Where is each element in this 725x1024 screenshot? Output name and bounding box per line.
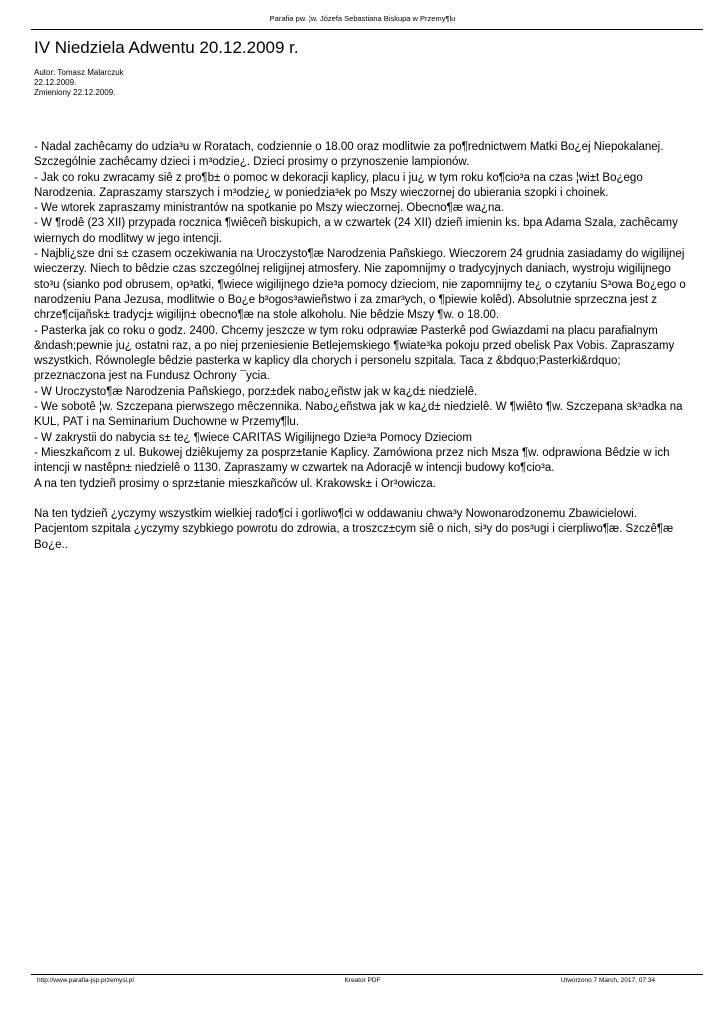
announcement-decoration: - Jak co roku zwracamy siê z pro¶b± o pomoc w dekoracji kaplicy, placu i ju¿ w tym roku ko¶cio³a na czas ¦wi±t Bo¿ego Narodzenia. Zapraszamy starszych i m³odzie¿ w poniedzia³ek po Mszy wieczornej do ubierania szopki i choinek.	[34, 171, 643, 199]
announcement-rorate: - Nadal zachêcamy do udzia³u w Roratach, codziennie o 18.00 oraz modlitwie za po¶rednictwem Matki Bo¿ej Niepokalanej. Szczególnie zachêcamy dzieci i m³odzie¿. Dzieci prosimy o przynoszenie lampionów.	[34, 141, 664, 169]
closing-wishes: Na ten tydzieñ ¿yczymy wszystkim wielkiej rado¶ci i gorliwo¶ci w oddawaniu chwa³y Nowonarodzonemu Zbawicielowi. Pacjentom szpitala ¿yczymy szybkiego powrotu do zdrowia, a troszcz±cym siê o nich, si³y do pos³ugi i cierpliwo¶æ. Szczê¶æ Bo¿e..	[34, 508, 674, 551]
announcement-ministrants: - We wtorek zapraszamy ministrantów na spotkanie po Mszy wieczornej. Obecno¶æ wa¿na.	[34, 202, 504, 215]
header-divider	[31, 29, 703, 30]
created-date: 22.12.2009.	[34, 78, 77, 87]
announcement-bukowa: - Mieszkañcom z ul. Bukowej dziêkujemy za posprz±tanie Kaplicy. Zamówiona przez nich Msza ¶w. odprawiona Bêdzie w ich intencji w nastêpn± niedzielê o 1130. Zapraszamy w czwartek na Adoracjê w intencji budowy ko¶cio³a.	[34, 446, 670, 475]
site-header: Parafia pw. ¦w. Józefa Sebastiana Biskupa w Przemy¶lu	[269, 14, 456, 23]
announcement-pasterka: - Pasterka jak co roku o godz. 2400. Chcemy jeszcze w tym roku odprawiæ Pasterkê pod Gwiazdami na placu parafialnym &ndash;pewnie ju¿ ostatni raz, a po niej przeniesienie Betlejemskiego ¶wiate³ka pokoju przed obelisk Pax Vobis. Zapraszamy wszystkich. Równolegle bêdzie pasterka w kaplicy dla chorych i personelu szpitala. Taca z &bdquo;Pasterki&rdquo; przeznaczona jest na Fundusz Ochrony ¯ycia.	[34, 324, 675, 383]
announcement-candles: - W zakrystii do nabycia s± te¿ ¶wiece CARITAS Wigilijnego Dzie³a Pomocy Dzieciom	[34, 431, 472, 444]
modified-date: Zmieniony 22.12.2009.	[34, 88, 116, 97]
author-line: Autor: Tomasz Malarczuk	[34, 68, 124, 77]
announcement-nativity: - W Uroczysto¶æ Narodzenia Pañskiego, porz±dek nabo¿eñstw jak w ka¿d± niedzielê.	[34, 385, 478, 398]
article-title: IV Niedziela Adwentu 20.12.2009 r.	[34, 38, 299, 57]
footer-divider	[31, 974, 703, 975]
footer-url: http://www.parafia-jsp.przemysl.pl	[37, 977, 134, 984]
article-body	[34, 140, 694, 553]
footer-generator: Kreator PDF	[344, 977, 381, 984]
announcement-bishop: - W ¶rodê (23 XII) przypada rocznica ¶wiêceñ biskupich, a w czwartek (24 XII) dzieñ imienin ks. bpa Adama Szala, zachêcamy wiernych do modlitwy w jego intencji.	[34, 217, 678, 245]
footer-created: Utworzono 7 March, 2017, 07:34	[560, 977, 655, 984]
announcement-christmas-eve: - Najbli¿sze dni s± czasem oczekiwania na Uroczysto¶æ Narodzenia Pañskiego. Wieczorem 24 grudnia zasiadamy do wigilijnej wieczerzy. Niech to bêdzie czas szczególnej religijnej atmosfery. Nie zapomnijmy o tradycyjnych daniach, wystroju wigilijnego sto³u (sianko pod obrusem, op³atki, ¶wiece wigilijnego dzie³a pomocy dzieciom, nie zapomnijmy te¿ o czytaniu S³owa Bo¿ego o narodzeniu Pana Jezusa, modlitwie o Bo¿e b³ogos³awieñstwo i za zmar³ych, o ¶piewie kolêd). Absolutnie sprzeczna jest z chrze¶cijañsk± tradycj± wigilijn± obecno¶æ na stole alkoholu. Nie bêdzie Mszy ¶w. o 18.00.	[34, 248, 686, 322]
announcement-st-stephen: - We sobotê ¦w. Szczepana pierwszego mêczennika. Nabo¿eñstwa jak w ka¿d± niedzielê. W ¶wiêto ¶w. Szczepana sk³adka na KUL, PAT i na Seminarium Duchowne w Przemy¶lu.	[34, 401, 683, 429]
article-meta	[34, 68, 124, 98]
announcement-cleaning: A na ten tydzieñ prosimy o sprz±tanie mieszkañców ul. Krakowsk± i Or³owicza.	[34, 477, 436, 490]
